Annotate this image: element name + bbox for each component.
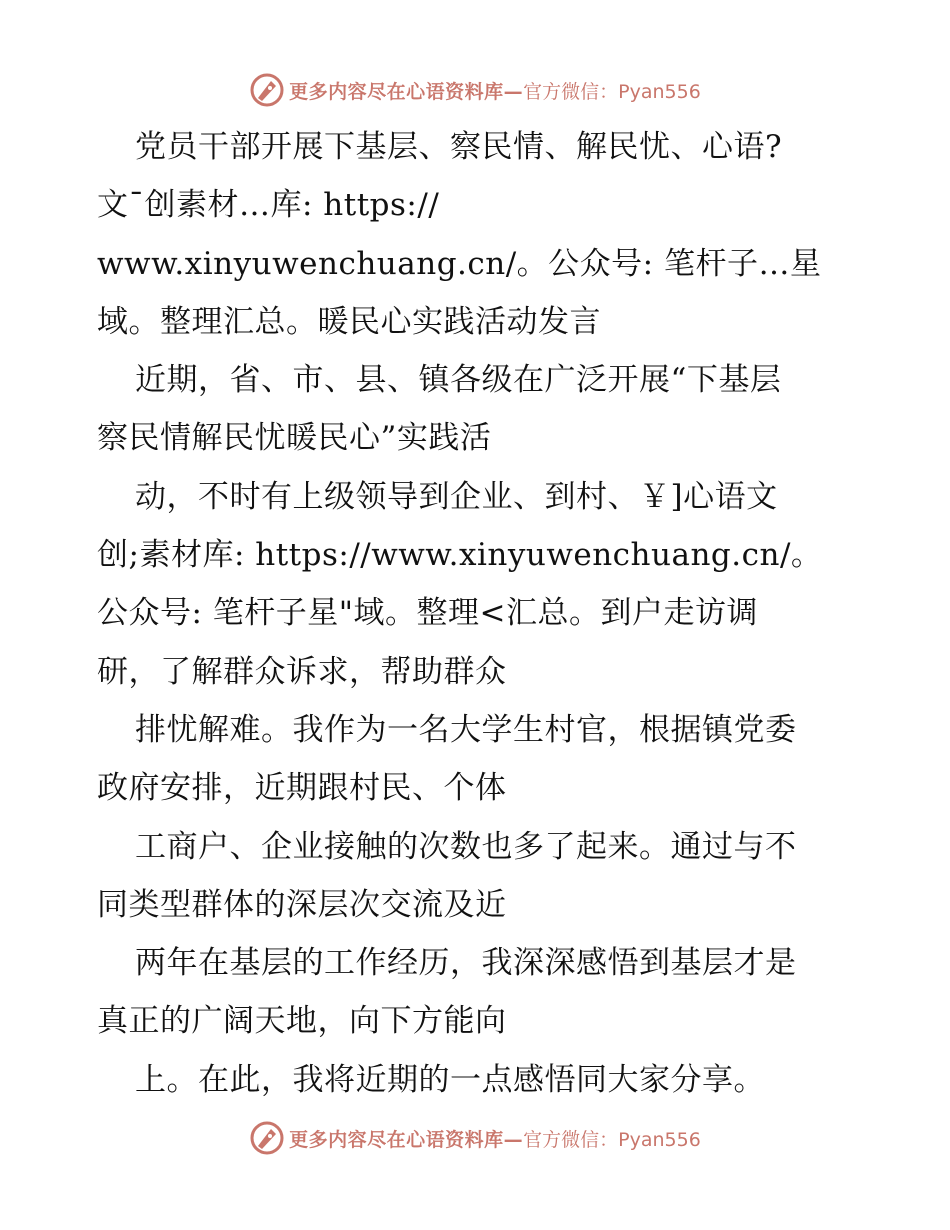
banner-text: 更多内容尽在心语资料库— <box>289 1128 524 1151</box>
pen-nib-logo-icon <box>249 1120 285 1156</box>
banner-wechat: 官方微信：Pyan556 <box>523 80 701 103</box>
paragraph: 工商户、企业接触的次数也多了起来。通过与不 同类型群体的深层次交流及近 <box>97 828 797 923</box>
paragraph: 上。在此，我将近期的一点感悟同大家分享。 <box>135 1061 765 1098</box>
paragraph: 两年在基层的工作经历，我深深感悟到基层才是 真正的广阔天地，向下方能向 <box>97 945 797 1040</box>
paragraph: 近期，省、市、县、镇各级在广泛开展“下基层 察民情解民忧暖民心”实践活 <box>97 362 782 457</box>
banner-wechat: 官方微信：Pyan556 <box>523 1128 701 1151</box>
paragraph: 动，不时有上级领导到企业、到村、￥]心语文 创;素材库: https://www.xinyuwenchuang.cn/。 公众号: 笔杆子星"域。整理<汇总。到户走访调 研，了解群众诉求，帮助群众 <box>97 478 823 690</box>
banner-text: 更多内容尽在心语资料库— <box>289 80 524 103</box>
footer-banner <box>0 1118 950 1158</box>
paragraph: 党员干部开展下基层、察民情、解民忧、心语? 文¯创素材…库: https:// www.xinyuwenchuang.cn/。公众号: 笔杆子…星 域。整理汇总。暖民心实践活动发言 <box>97 129 822 340</box>
pen-nib-logo-icon <box>249 72 285 108</box>
header-banner <box>0 70 950 110</box>
document-body <box>97 118 867 1109</box>
paragraph: 排忧解难。我作为一名大学生村官，根据镇党委 政府安排，近期跟村民、个体 <box>97 711 797 807</box>
